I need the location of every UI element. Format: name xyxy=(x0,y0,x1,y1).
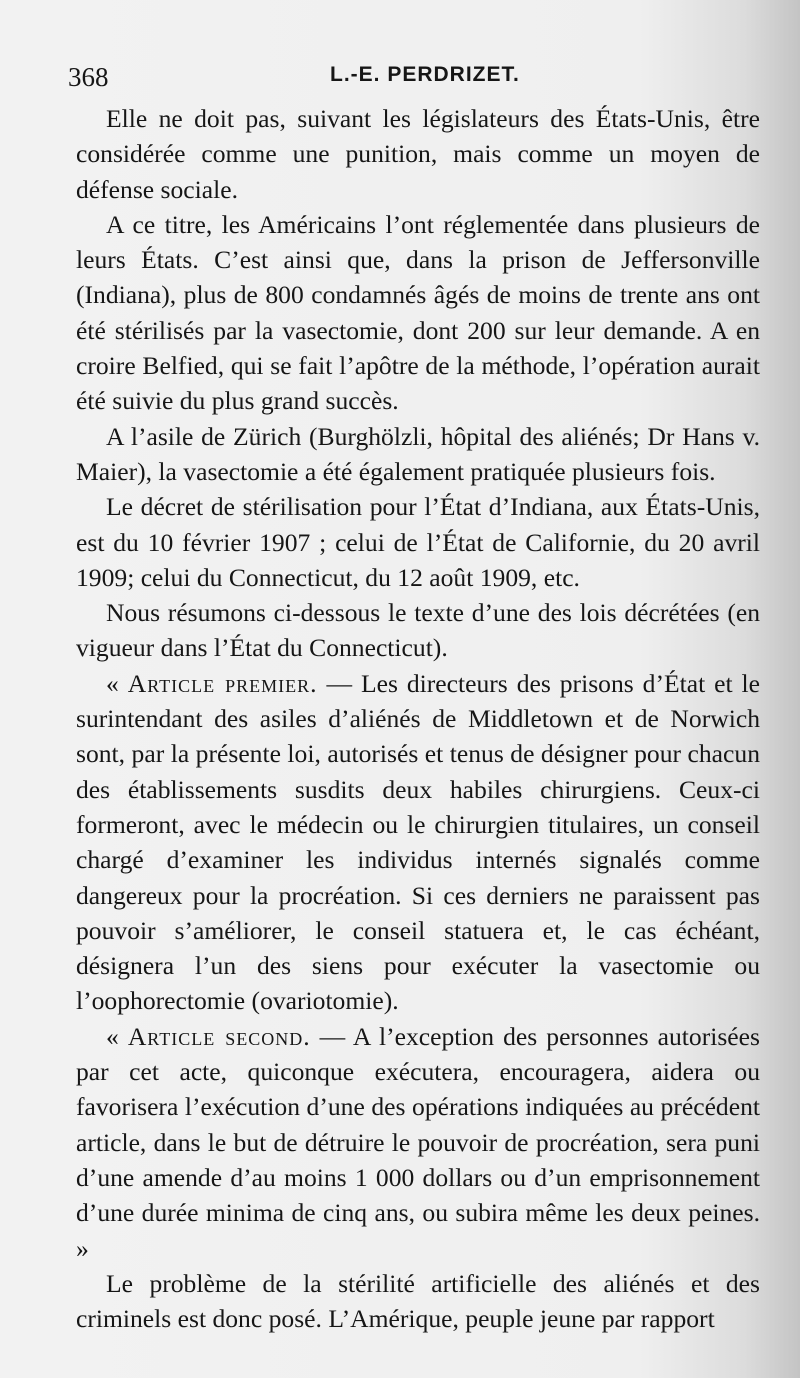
article-premier-label: Article premier. xyxy=(127,668,318,698)
paragraph-5: Nous résumons ci-dessous le texte d’une des lois décrétées (en vigueur dans l’État du Connecticut). xyxy=(76,598,760,663)
body-text xyxy=(76,101,760,1336)
paragraph-2: A ce titre, les Américains l’ont réglementée dans plusieurs de leurs États. C’est ainsi que, dans la prison de Jeffersonville (Indiana), plus de 800 condamnés âgés de moins de trente ans ont été stérilisés par la vasectomie, dont 200 sur leur demande. A en croire Belfied, qui se fait l’apôtre de la méthode, l’opération aurait été suivie du plus grand succès. xyxy=(76,209,760,416)
paragraph-1: Elle ne doit pas, suivant les législateurs des États-Unis, être considérée comme une punition, mais comme un moyen de défense sociale. xyxy=(76,104,760,204)
paragraph-3: A l’asile de Zürich (Burghölzli, hôpital des aliénés; Dr Hans v. Maier), la vasectomie a été également pratiquée plusieurs fois. xyxy=(76,421,760,486)
page-number: 368 xyxy=(68,62,109,92)
article-second-label: Article second. xyxy=(127,1021,311,1051)
article-premier-text: — Les directeurs des prisons d’État et le surintendant des asiles d’aliénés de Middletown et de Norwich sont, par la présente loi, autorisés et tenus de désigner pour chacun des établissements susdits deux habiles chirurgiens. Ceux-ci formeront, avec le médecin ou le chirurgien titulaires, un conseil chargé d’examiner les individus internés signalés comme dangereux pour la procréation. Si ces derniers ne paraissent pas pouvoir s’améliorer, le conseil statuera et, le cas échéant, désignera l’un des siens pour exécuter la vasectomie ou l’oophorectomie (ovariotomie). xyxy=(76,668,760,1016)
quote-open: « xyxy=(106,1021,128,1051)
paragraph-4: Le décret de stérilisation pour l’État d’Indiana, aux États-Unis, est du 10 février 1907 ; celui de l’État de Californie, du 20 avril 1909; celui du Connecticut, du 12 août 1909, etc. xyxy=(76,492,760,592)
quote-open: « xyxy=(106,668,128,698)
article-second-text: — A l’exception des personnes autorisées par cet acte, quiconque exécutera, encouragera, aidera ou favorisera l’exécution d’une des opérations indiquées au précédent article, dans le but de détruire le pouvoir de procréation, sera puni d’une amende d’au moins 1 000 dollars ou d’un emprisonnement d’une durée minima de cinq ans, ou subira même les deux peines. » xyxy=(76,1021,760,1263)
article-second-paragraph xyxy=(76,1019,760,1266)
paragraph-8: Le problème de la stérilité artificielle des aliénés et des criminels est donc posé. L’Amérique, peuple jeune par rapport xyxy=(76,1268,760,1334)
article-premier-paragraph xyxy=(76,666,760,1019)
running-head: L.-E. PERDRIZET. xyxy=(330,63,520,86)
page-header xyxy=(68,62,758,96)
